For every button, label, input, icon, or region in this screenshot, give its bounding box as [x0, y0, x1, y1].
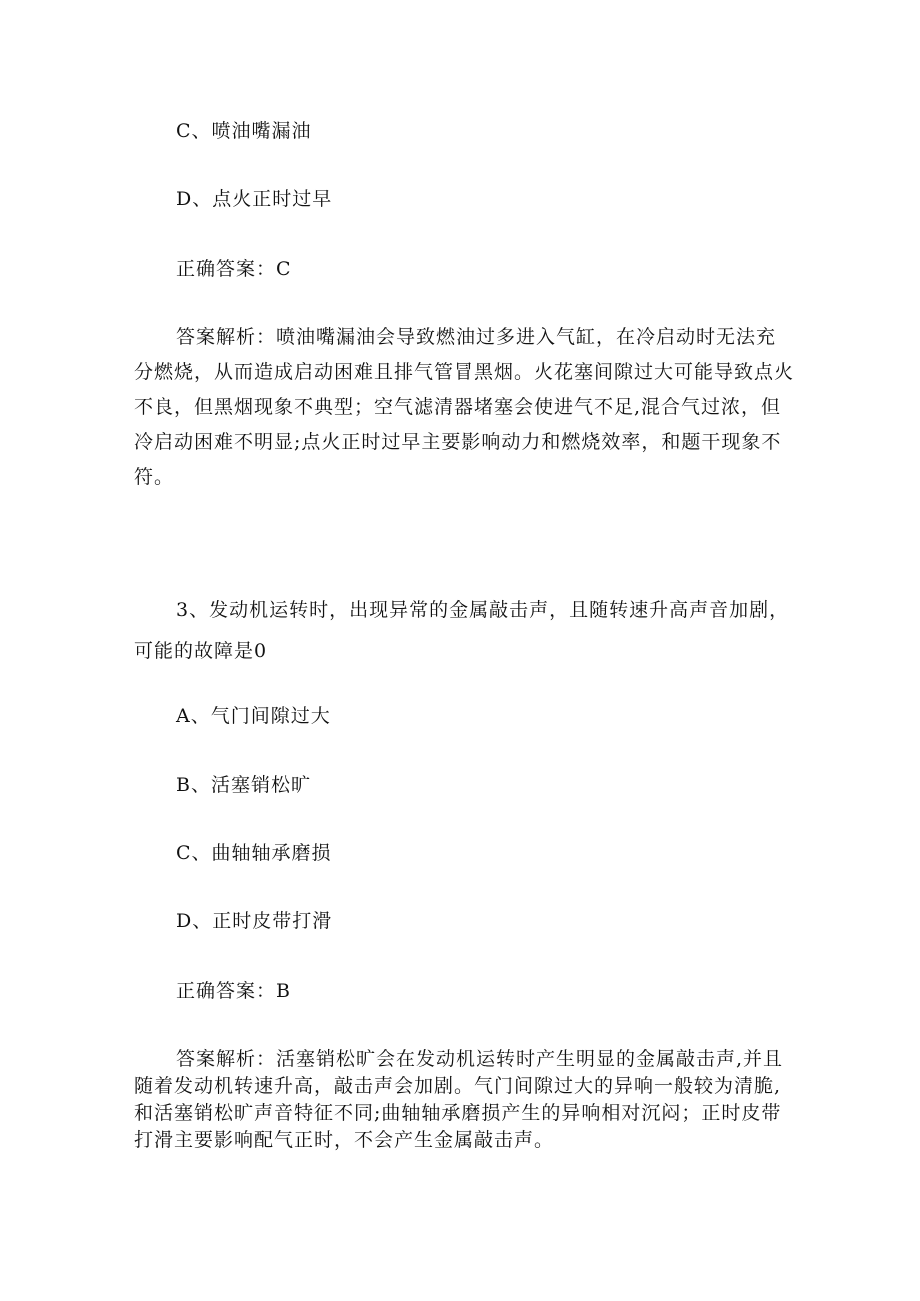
q2-analysis-line: 分燃烧，从而造成启动困难且排气管冒黑烟。火花塞间隙过大可能导致点火: [134, 361, 795, 383]
q3-option-a: A、气门间隙过大: [176, 705, 331, 727]
q3-analysis-line: 答案解析：活塞销松旷会在发动机运转时产生明显的金属敲击声,并且: [176, 1048, 784, 1070]
q3-correct-answer: 正确答案：B: [176, 980, 291, 1002]
q3-analysis-line: 随着发动机转速升高，敲击声会加剧。气门间隙过大的异响一般较为清脆,: [134, 1075, 782, 1097]
q3-option-d: D、正时皮带打滑: [176, 910, 333, 932]
q2-correct-answer: 正确答案：C: [176, 258, 292, 280]
q2-option-d: D、点火正时过早: [176, 188, 333, 210]
q2-analysis: [134, 320, 804, 495]
q3-option-c: C、曲轴轴承磨损: [176, 842, 332, 864]
q2-analysis-line: 冷启动困难不明显;点火正时过早主要影响动力和燃烧效率，和题干现象不: [134, 431, 782, 453]
q3-option-b: B、活塞销松旷: [176, 774, 311, 796]
q3-stem-line: 3、发动机运转时，出现异常的金属敲击声，且随转速升高声音加剧，: [176, 599, 790, 621]
q2-analysis-line: 符。: [134, 466, 175, 488]
q3-analysis: [134, 1046, 804, 1154]
q2-analysis-line: 不良，但黑烟现象不典型；空气滤清器堵塞会使进气不足,混合气过浓，但: [134, 396, 782, 418]
q3-stem-line: 可能的故障是0: [134, 640, 268, 662]
q3-analysis-line: 和活塞销松旷声音特征不同;曲轴轴承磨损产生的异响相对沉闷；正时皮带: [134, 1102, 782, 1124]
q3-analysis-line: 打滑主要影响配气正时，不会产生金属敲击声。: [134, 1129, 555, 1151]
q2-analysis-line: 答案解析：喷油嘴漏油会导致燃油过多进入气缸，在冷启动时无法充: [176, 326, 777, 348]
q3-stem: [134, 590, 804, 672]
q2-option-c: C、喷油嘴漏油: [176, 120, 312, 142]
